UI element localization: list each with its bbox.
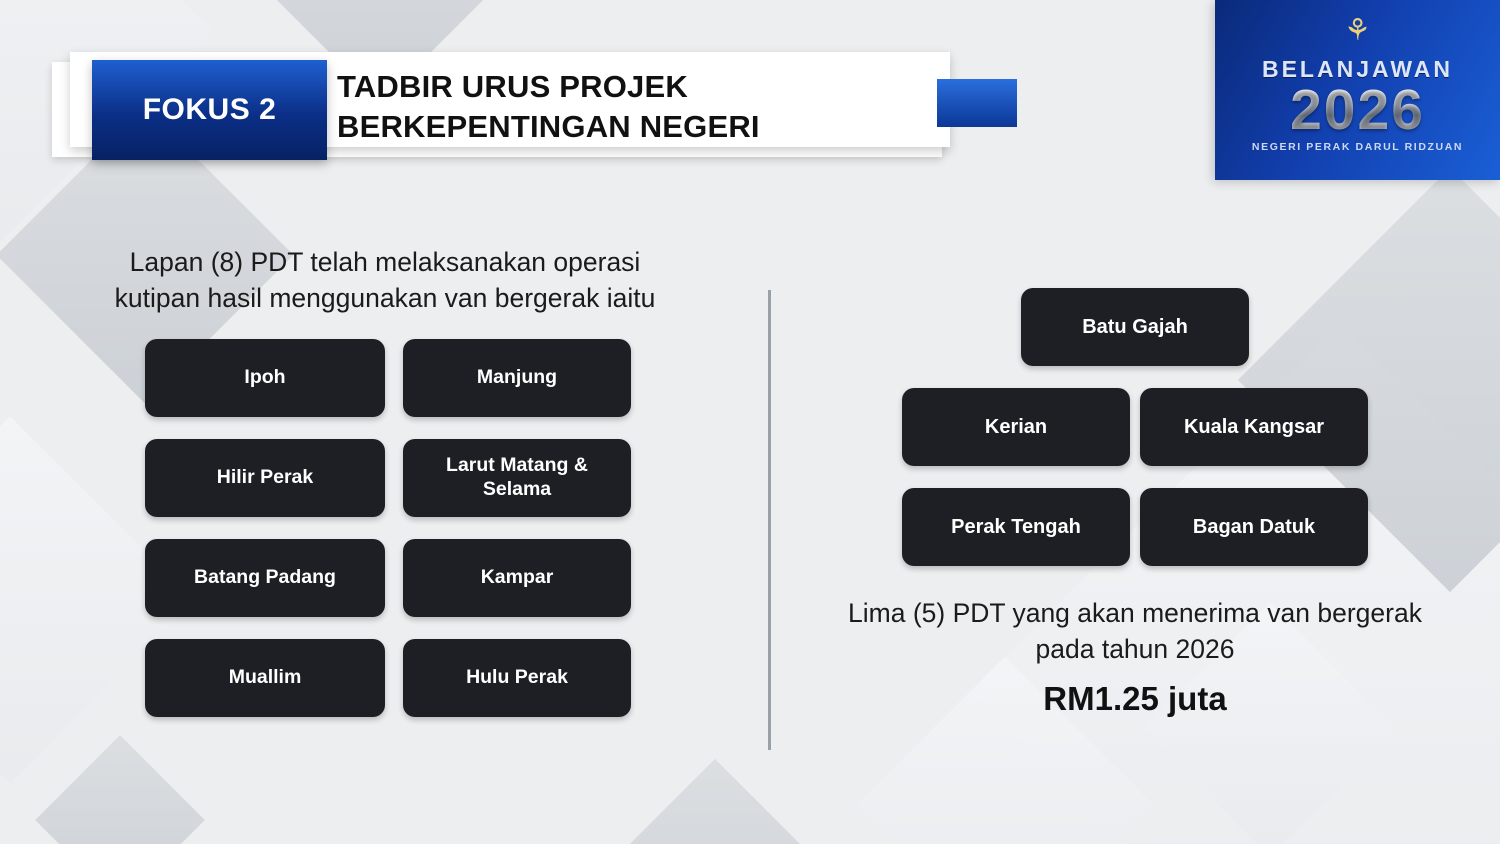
left-intro-text: Lapan (8) PDT telah melaksanakan operasi kutipan hasil menggunakan van bergerak iaitu — [114, 247, 656, 313]
slide-header — [52, 52, 967, 164]
list-item: Hilir Perak — [145, 439, 385, 517]
focus-badge-label: FOKUS 2 — [142, 93, 277, 126]
logo-belanjawan-text: BELANJAWAN — [1261, 56, 1453, 82]
list-item: Kerian — [902, 388, 1130, 466]
right-pill-row — [830, 288, 1440, 366]
focus-badge — [92, 60, 327, 160]
list-item: Bagan Datuk — [1140, 488, 1368, 566]
list-item: Kampar — [403, 539, 631, 617]
list-item: Kuala Kangsar — [1140, 388, 1368, 466]
list-item: Manjung — [403, 339, 631, 417]
logo-year-text: 2026 — [1290, 78, 1425, 142]
left-pill-grid — [145, 339, 695, 717]
list-item: Ipoh — [145, 339, 385, 417]
page-title-line-1: TADBIR URUS PROJEK — [337, 69, 688, 105]
page-title-line-2: BERKEPENTINGAN NEGERI — [337, 108, 760, 144]
left-section — [95, 245, 695, 717]
list-item: Batang Padang — [145, 539, 385, 617]
list-item: Muallim — [145, 639, 385, 717]
right-note-text: Lima (5) PDT yang akan menerima van bergerak pada tahun 2026 — [848, 598, 1422, 664]
page-title — [337, 64, 937, 149]
list-item: Perak Tengah — [902, 488, 1130, 566]
vertical-divider — [768, 290, 771, 750]
logo-subtitle-text: NEGERI PERAK DARUL RIDZUAN — [1251, 141, 1464, 154]
state-crest-icon: ⚘ — [1344, 14, 1371, 47]
right-amount-text: RM1.25 juta — [1043, 679, 1227, 717]
belanjawan-logo — [1215, 0, 1500, 180]
list-item: Hulu Perak — [403, 639, 631, 717]
right-section — [830, 288, 1440, 718]
right-pill-row — [830, 388, 1440, 466]
header-blue-tab — [937, 79, 1017, 127]
right-pill-row — [830, 488, 1440, 566]
list-item: Batu Gajah — [1021, 288, 1249, 366]
list-item: Larut Matang & Selama — [403, 439, 631, 517]
